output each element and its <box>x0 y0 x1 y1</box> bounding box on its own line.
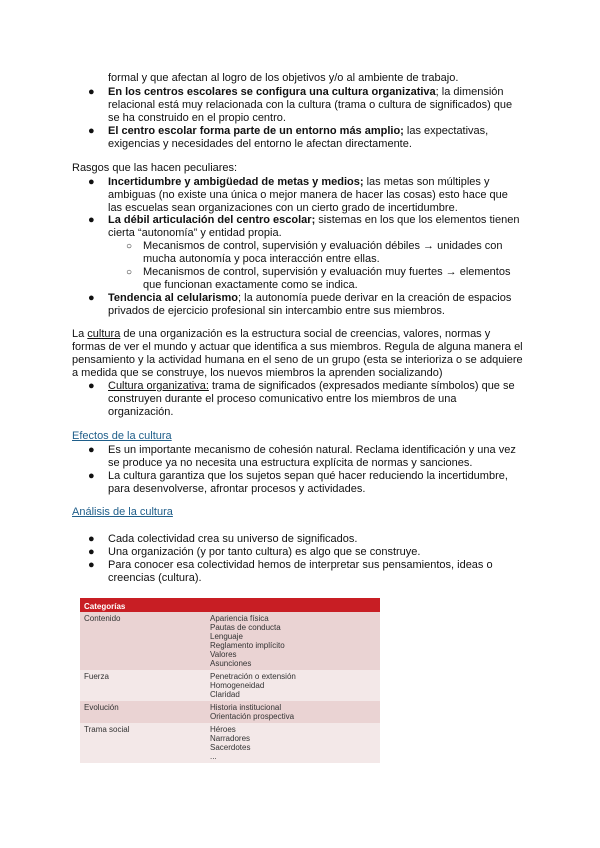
list-item: Mecanismos de control, supervisión y evaluación muy fuertes → elementos que funcionan exactamente como se indica. <box>143 266 511 291</box>
bullet-icon: ● <box>88 125 95 137</box>
bullet-icon: ● <box>88 86 95 98</box>
bullet-icon: ● <box>88 380 95 392</box>
sub-bullet-icon: ○ <box>126 241 133 252</box>
list-item: Cultura organizativa: trama de significados (expresados mediante símbolos) que se construyen durante el proceso comunicativo entre los miembros de una organización. <box>108 380 515 418</box>
list-item: La débil articulación del centro escolar; sistemas en los que los elementos tienen cierta “autonomía” y entidad propia. <box>108 214 520 239</box>
list-item: Cada colectividad crea su universo de significados. <box>108 533 358 545</box>
cultura-paragraph: La cultura de una organización es la estructura social de creencias, valores, normas y formas de ver el mundo y actuar que identifica a sus miembros. Regula de alguna manera el pensamiento y la actividad humana en el seno de un grupo (esta se interioriza o se adquiere a medida que se construye, los nuevos miembros la aprenden socializando) <box>72 328 523 379</box>
bullet-icon: ● <box>88 176 95 188</box>
bullet-icon: ● <box>88 470 95 482</box>
list-item: Tendencia al celularismo; la autonomía puede derivar en la creación de espacios privados de ejercicio profesional sin intercambio entre sus miembros. <box>108 292 512 317</box>
analisis-heading[interactable]: Análisis de la cultura <box>72 506 173 518</box>
bullet-icon: ● <box>88 444 95 456</box>
list-continuation: formal y que afectan al logro de los objetivos y/o al ambiente de trabajo. <box>108 72 459 84</box>
rasgos-intro: Rasgos que las hacen peculiares: <box>72 162 238 174</box>
bullet-icon: ● <box>88 533 95 545</box>
bullet-icon: ● <box>88 559 95 571</box>
list-item: Incertidumbre y ambigüedad de metas y medios; las metas son múltiples y ambiguas (no existe una única o mejor manera de hacer las cosas) esto hace que las escuelas sean organizaciones con un cierto grado de incertidumbre. <box>108 176 508 214</box>
categories-grid <box>80 612 380 763</box>
list-item: Es un importante mecanismo de cohesión natural. Reclama identificación y una vez se produce ya no necesita una estructura explícita de normas y sanciones. <box>108 444 516 469</box>
list-item: La cultura garantiza que los sujetos sepan qué hacer reduciendo la incertidumbre, para desenvolverse, afrontar procesos y actividades. <box>108 470 508 495</box>
list-item: Para conocer esa colectividad hemos de interpretar sus pensamientos, ideas o creencias (cultura). <box>108 559 493 584</box>
table-row: Trama social Héroes Narradores Sacerdotes ... <box>80 723 380 763</box>
categories-table <box>80 598 380 763</box>
bullet-icon: ● <box>88 292 95 304</box>
table-header: Categorías <box>80 598 380 612</box>
bullet-icon: ● <box>88 214 95 226</box>
efectos-heading[interactable]: Efectos de la cultura <box>72 430 172 442</box>
list-item: Mecanismos de control, supervisión y evaluación débiles → unidades con mucha autonomía y poca interacción entre ellas. <box>143 240 503 265</box>
list-item: Una organización (y por tanto cultura) es algo que se construye. <box>108 546 421 558</box>
bullet-icon: ● <box>88 546 95 558</box>
table-row: Fuerza Penetración o extensión Homogeneidad Claridad <box>80 670 380 701</box>
sub-bullet-icon: ○ <box>126 267 133 278</box>
table-row: Evolución Historia institucional Orientación prospectiva <box>80 701 380 723</box>
table-row: Contenido Apariencia física Pautas de conducta Lenguaje Reglamento implícito Valores Asunciones <box>80 612 380 670</box>
